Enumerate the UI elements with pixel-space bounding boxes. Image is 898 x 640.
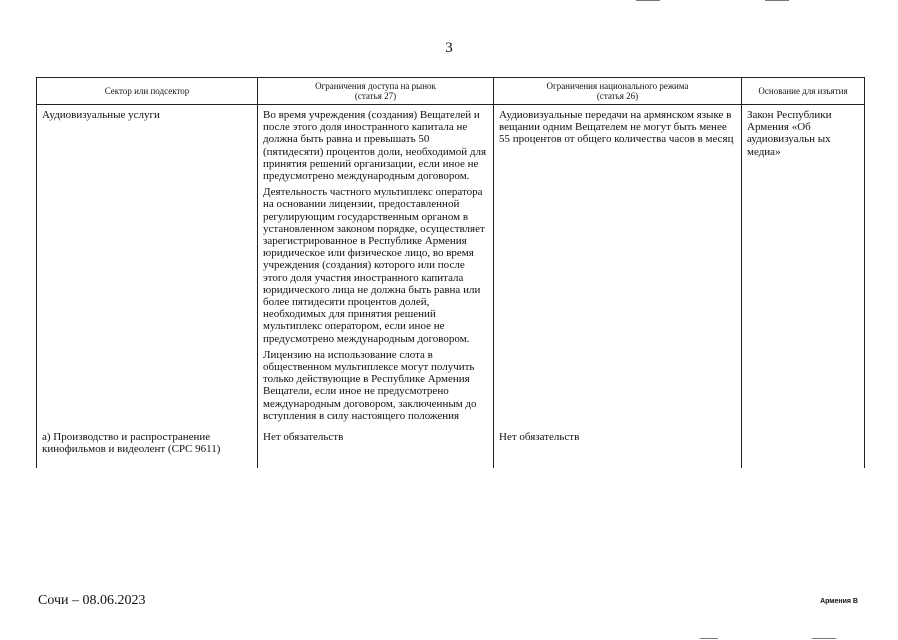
market-access-paragraph: Деятельность частного мультиплекс оператора на основании лицензии, предоставленной регулирующим государственным органом в установленном законом порядке, осуществляет зарегистрированное в Республике Армения юридическое или физическое лицо, во время учреждения (создания) которого или после этого доля участия иностранного капитала юридического лица не должна быть равна или более пятидесяти процентов долей, необходимых для принятия решений мультиплекс оператором, если иное не предусмотрено международным договором.: [263, 186, 485, 345]
footer-document-code: Армения В: [820, 598, 858, 605]
cell-basis: [742, 427, 865, 468]
cell-sector: [37, 105, 258, 428]
cell-sector: [37, 427, 258, 468]
national-treatment-text: Нет обязательств: [499, 431, 580, 444]
cell-market-access: [258, 427, 494, 468]
header-market-access-text: Ограничения доступа на рынок (статья 27): [315, 81, 436, 101]
header-national-treatment: [494, 78, 742, 105]
table-row: [37, 427, 865, 468]
scan-artifact-top-2: [765, 0, 789, 1]
national-treatment-text: Аудиовизуальные передачи на армянском языке в вещании одним Вещателем не могут быть менее 55 процентов от общего количества часов в месяц: [499, 109, 734, 146]
market-access-paragraph: Лицензию на использование слота в общественном мультиплексе могут получить только действующие в Республике Армения Вещатели, если иное не предусмотрено международным договором, заключенным до вступления в силу настоящего положения: [263, 348, 477, 422]
header-sector-text: Сектор или подсектор: [104, 86, 190, 96]
page-number: 3: [445, 40, 453, 56]
basis-text: Закон Республики Армения «Об аудиовизуальн ых медиа»: [747, 109, 832, 158]
header-basis-text: Основание для изъятия: [758, 86, 848, 96]
scan-artifact-bottom-1: [700, 638, 718, 639]
cell-market-access: [258, 105, 494, 428]
table-row: [37, 105, 865, 428]
market-access-paragraph: Во время учреждения (создания) Вещателей и после этого доля иностранного капитала не должна быть равна и превышать 50 (пятидесяти) процентов доли, необходимой для принятия решений организации, если иное не предусмотрено международным договором.: [263, 109, 487, 183]
scan-artifact-bottom-2: [812, 638, 836, 639]
header-basis: [742, 78, 865, 105]
scan-artifact-top-1: [636, 0, 660, 1]
sector-text: а) Производство и распространение кинофильмов и видеолент (CPC 9611): [42, 431, 221, 456]
table-header-row: [37, 78, 865, 105]
footer-place-date: Сочи – 08.06.2023: [38, 593, 146, 608]
cell-basis: [742, 105, 865, 428]
header-national-treatment-text: Ограничения национального режима (статья 26): [546, 81, 689, 101]
restrictions-table: [36, 77, 865, 468]
market-access-text: Нет обязательств: [263, 431, 344, 444]
sector-text: Аудиовизуальные услуги: [42, 109, 160, 121]
cell-national-treatment: [494, 105, 742, 428]
cell-national-treatment: [494, 427, 742, 468]
header-market-access: [258, 78, 494, 105]
header-sector: [37, 78, 258, 105]
